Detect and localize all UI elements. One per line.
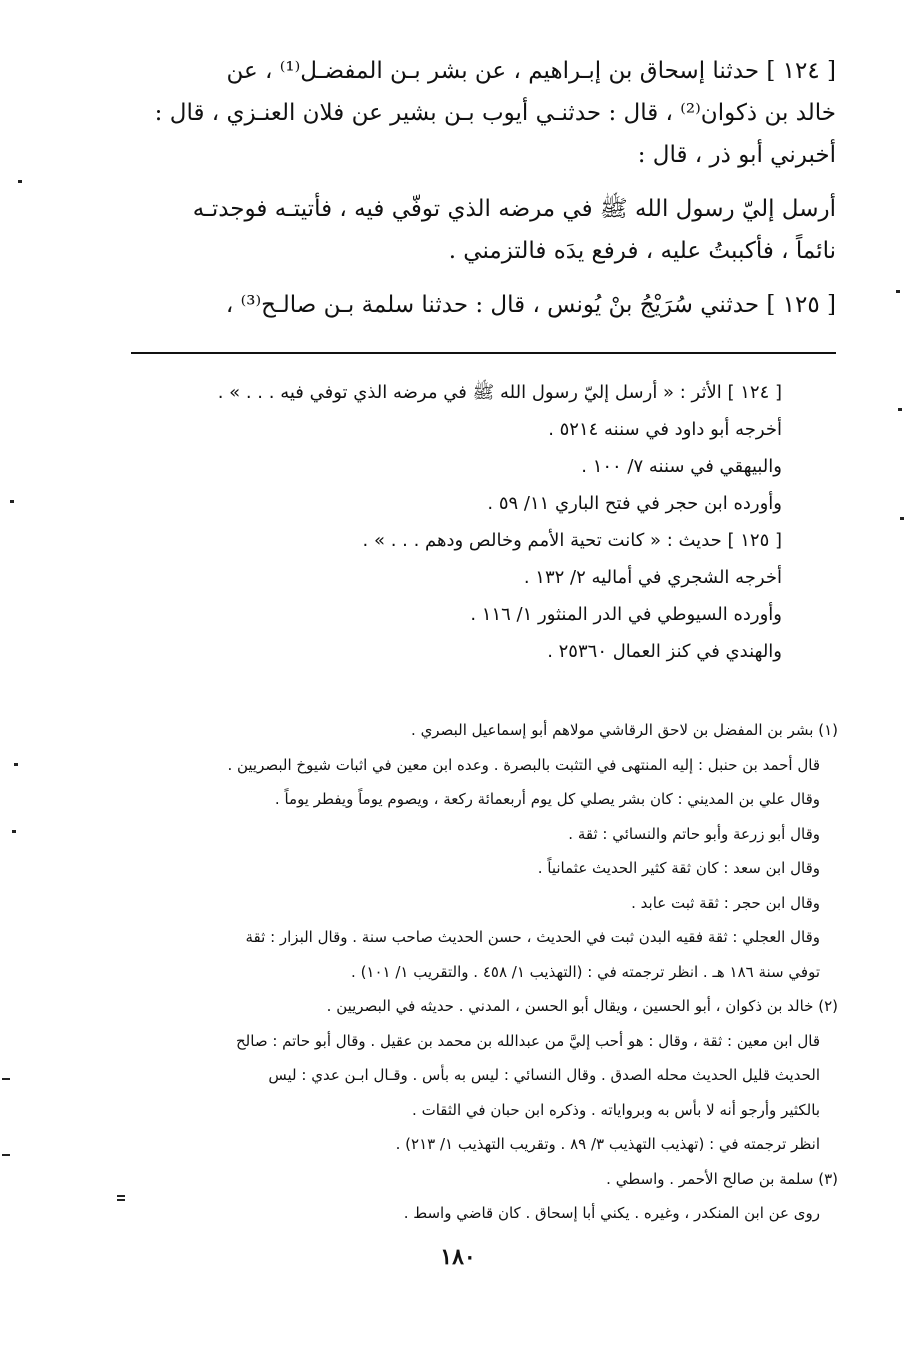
scan-speck xyxy=(2,1154,10,1156)
takhrij-line: [ ١٢٥ ] حديث : « كانت تحية الأمم وخالص ودهم . . . » . xyxy=(362,530,782,551)
footnote-heading: (٢) خالد بن ذكوان ، أبو الحسين ، ويقال أبو الحسن ، المدني . حديثه في البصريين . xyxy=(326,997,838,1015)
takhrij-line: أخرجه الشجري في أماليه ٢/ ١٣٢ . xyxy=(523,567,782,588)
scan-speck xyxy=(896,290,900,293)
takhrij-line: وأورده ابن حجر في فتح الباري ١١/ ٥٩ . xyxy=(487,493,782,514)
main-line: خالد بن ذكوان⁽²⁾ ، قال : حدثنـي أيوب بـن بشير عن فلان العنـزي ، قال : xyxy=(154,100,836,126)
footnote-line: توفي سنة ١٨٦ هـ . انظر ترجمته في : (التهذيب ١/ ٤٥٨ . والتقريب ١/ ١٠١) . xyxy=(351,962,820,981)
scan-speck xyxy=(900,517,904,520)
page-number: ١٨٠ xyxy=(440,1244,476,1270)
main-line: أخبرني أبو ذر ، قال : xyxy=(637,142,836,168)
footnotes xyxy=(138,713,838,1231)
footnote-line: وقال أبو زرعة وأبو حاتم والنسائي : ثقة . xyxy=(568,824,820,843)
footnote-line: قال ابن معين : ثقة ، وقال : هو أحب إليَّ من عبدالله بن محمد بن عقيل . وقال أبو حاتم : صالح xyxy=(236,1031,820,1050)
scan-speck xyxy=(10,500,14,503)
scan-speck xyxy=(898,408,902,411)
footnote-line: الحديث قليل الحديث محله الصدق . وقال النسائي : ليس به بأس . وقـال ابـن عدي : ليس xyxy=(268,1066,820,1084)
scan-speck xyxy=(14,763,18,766)
footnote-heading: (٣) سلمة بن صالح الأحمر . واسطي . xyxy=(606,1169,838,1188)
scan-speck xyxy=(18,180,22,183)
footnote-line: روى عن ابن المنكدر ، وغيره . يكني أبا إسحاق . كان قاضي واسط . xyxy=(403,1204,820,1222)
footnote-line: وقال العجلي : ثقة فقيه البدن ثبت في الحديث ، حسن الحديث صاحب سنة . وقال البزار : ثقة xyxy=(245,928,820,946)
scan-speck xyxy=(117,1195,125,1197)
takhrij-line: [ ١٢٤ ] الأثر : « أرسل إليّ رسول الله ﷺ في مرضه الذي توفي فيه . . . » . xyxy=(217,382,782,403)
footnote-line: وقال علي بن المديني : كان بشر يصلي كل يوم أربعمائة ركعة ، ويصوم يوماً ويفطر يوماً . xyxy=(274,790,820,808)
footnote-heading: (١) بشر بن المفضل بن لاحق الرقاشي مولاهم أبو إسماعيل البصري . xyxy=(411,721,838,739)
footnote-line: وقال ابن حجر : ثقة ثبت عابد . xyxy=(631,893,820,912)
footnote-line: وقال ابن سعد : كان ثقة كثير الحديث عثمانياً . xyxy=(537,859,820,877)
main-line: أرسل إليّ رسول الله ﷺ في مرضه الذي توفّي فيه ، فأتيتـه فوجدتـه xyxy=(192,196,836,222)
main-line: نائماً ، فأكببتُ عليه ، فرفع يدَه فالتزمني . xyxy=(448,238,836,264)
takhrij-notes xyxy=(132,374,782,670)
main-line: [ ١٢٤ ] حدثنا إسحاق بن إبـراهيم ، عن بشر بـن المفضـل⁽¹⁾ ، عن xyxy=(226,58,836,84)
divider-rule xyxy=(131,352,836,354)
main-text xyxy=(131,50,836,326)
main-line: [ ١٢٥ ] حدثني سُرَيْجُ بنْ يُونس ، قال : حدثنا سلمة بـن صالـح⁽³⁾ ، xyxy=(225,292,836,318)
takhrij-line: وأورده السيوطي في الدر المنثور ١/ ١١٦ . xyxy=(470,604,782,625)
footnote-line: بالكثير وأرجو أنه لا بأس به وبرواياته . وذكره ابن حبان في الثقات . xyxy=(412,1100,820,1119)
scan-speck xyxy=(12,830,16,833)
footnote-line: انظر ترجمته في : (تهذيب التهذيب ٣/ ٨٩ . وتقريب التهذيب ١/ ٢١٣) . xyxy=(395,1135,820,1153)
scan-speck xyxy=(2,1078,10,1080)
takhrij-line: والهندي في كنز العمال ٢٥٣٦٠ . xyxy=(547,641,782,662)
takhrij-line: أخرجه أبو داود في سننه ٥٢١٤ . xyxy=(548,419,782,440)
footnote-line: قال أحمد بن حنبل : إليه المنتهى في التثبت بالبصرة . وعده ابن معين في اثبات شيوخ البصريين . xyxy=(227,755,820,774)
takhrij-line: والبيهقي في سننه ٧/ ١٠٠ . xyxy=(581,456,782,477)
